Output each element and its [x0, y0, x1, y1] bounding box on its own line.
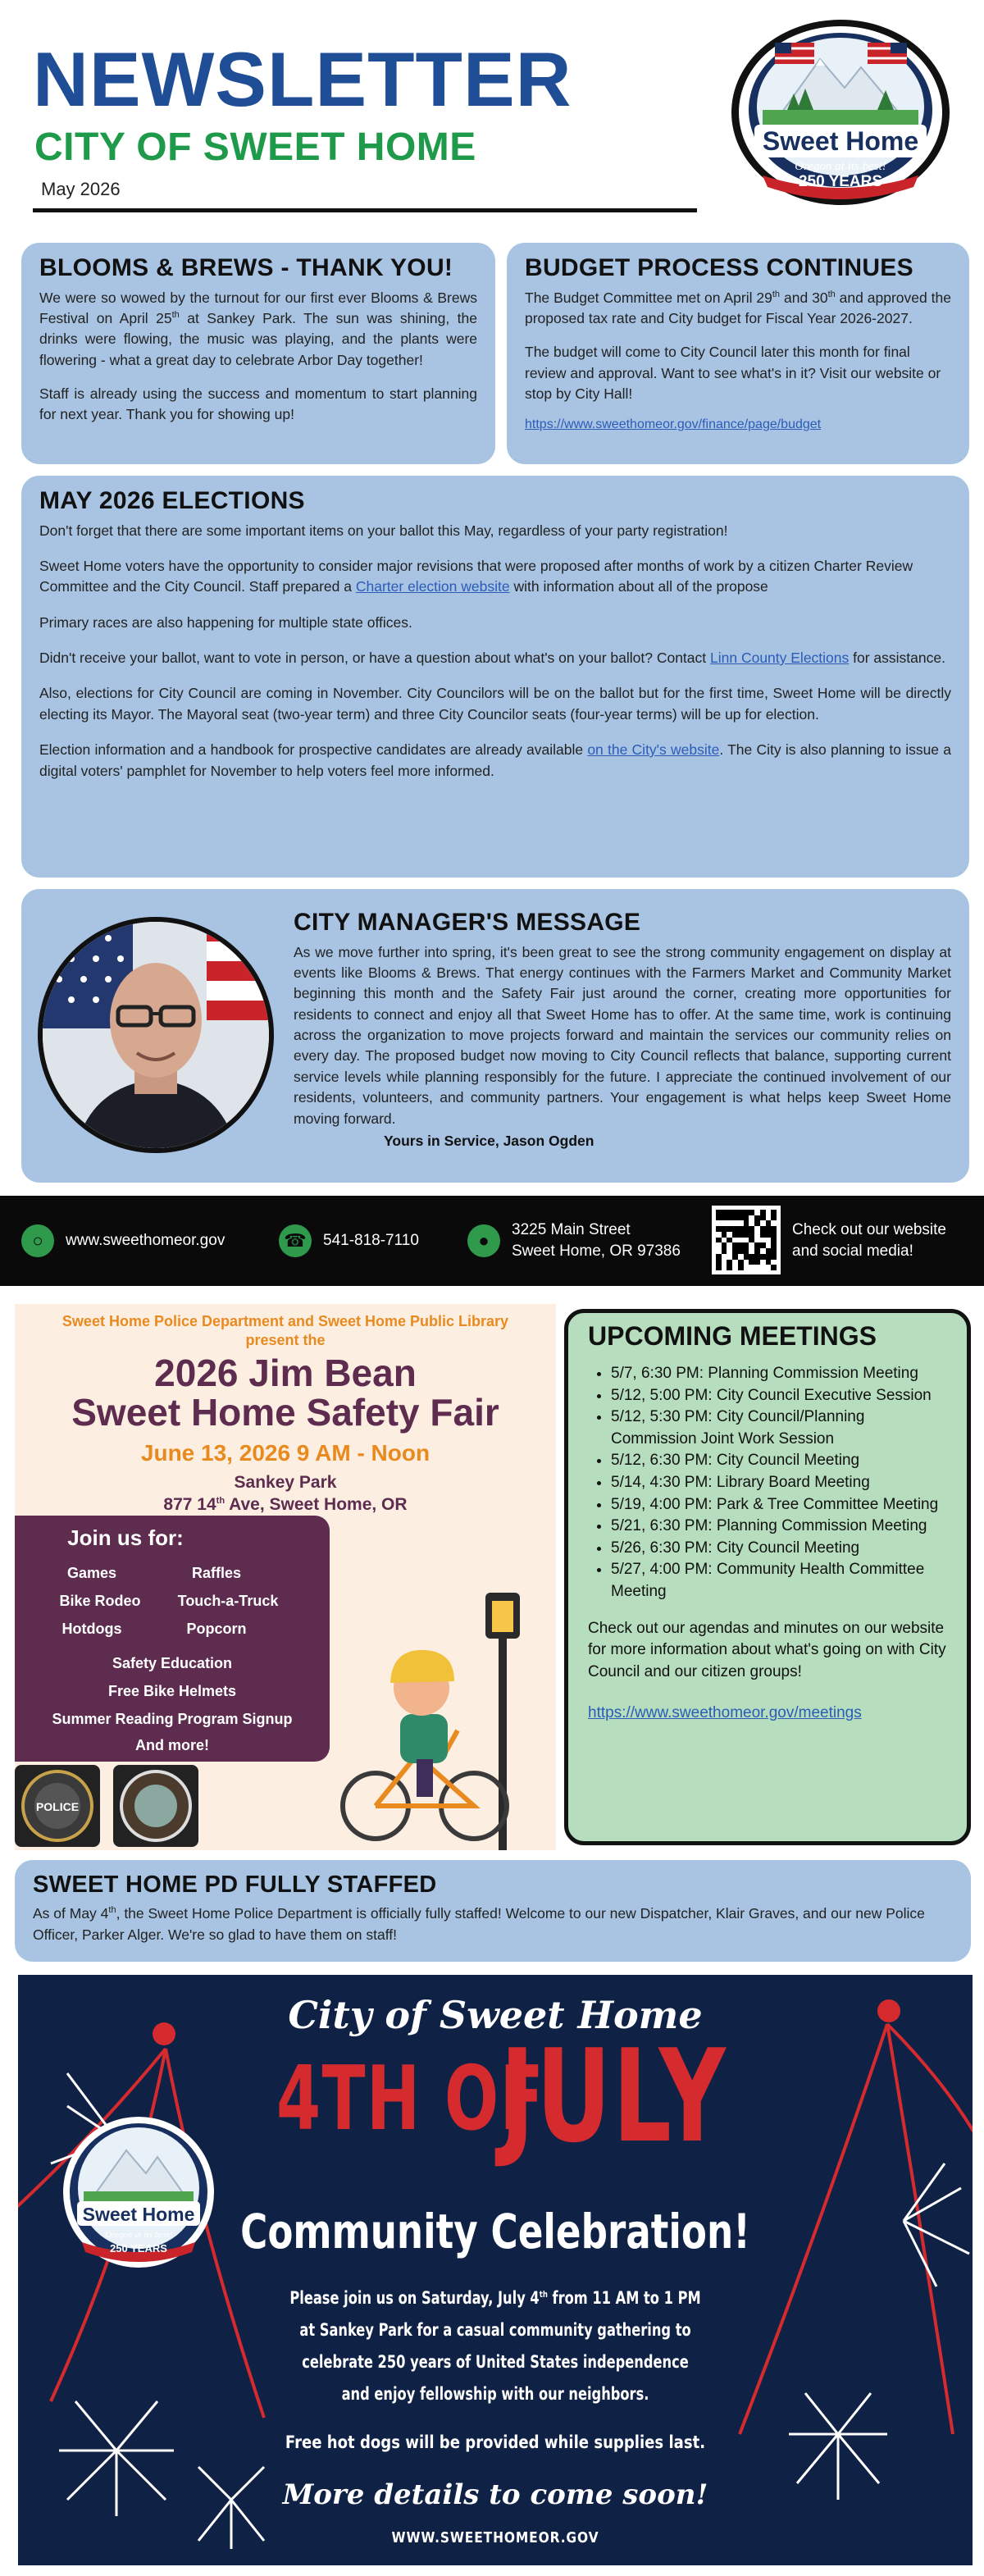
fair-activity: Raffles — [191, 1565, 242, 1581]
contact-address: ● 3225 Main Street Sweet Home, OR 97386 — [467, 1196, 681, 1286]
july-4th-flyer — [18, 1975, 973, 2565]
meetings-heading: UPCOMING MEETINGS — [588, 1321, 877, 1351]
fair-activity: Bike Rodeo — [59, 1593, 141, 1609]
blooms-paragraph-1: We were so wowed by the turnout for our first ever Blooms & Brews Festival on April 25th at Sankey Park. The sun was shining, the drinks were flowing, the music was playing, and the plants were flowering - what a great day to celebrate Arbor Day together! — [39, 289, 477, 368]
july-website[interactable]: WWW.SWEETHOMEOR.GOV — [391, 2529, 599, 2546]
fair-activity: Hotdogs — [61, 1621, 122, 1637]
manager-heading: CITY MANAGER'S MESSAGE — [294, 909, 641, 936]
fair-location: Sankey Park 877 14th Ave, Sweet Home, OR — [163, 1473, 408, 1515]
blooms-paragraph-2: Staff is already using the success and momentum to start planning for next year. Thank you for showing up! — [39, 385, 477, 423]
july-fourth-of: 4TH OF — [276, 2048, 545, 2150]
fair-activity: Games — [66, 1565, 117, 1581]
july-more-details: More details to come soon! — [282, 2478, 708, 2511]
elections-paragraph-4: Didn't receive your ballot, want to vote in person, or have a question about what's on your ballot? Contact Linn County Elections for assistance. — [39, 650, 945, 666]
location-pin-icon: ● — [467, 1224, 500, 1257]
contact-cta: Check out our website and social media! — [792, 1221, 946, 1260]
meetings-note: Check out our agendas and minutes on our website for more information about what's going on with City Council and our citizen groups! — [588, 1619, 946, 1680]
meeting-item: • 5/19, 4:00 PM: Park & Tree Committee Meeting — [611, 1494, 947, 1516]
fair-title-line-2: Sweet Home Safety Fair — [71, 1391, 499, 1434]
fair-activity: Popcorn — [186, 1621, 247, 1637]
budget-paragraph-2: The budget will come to City Council later this month for final review and approval. Want to see what's in it? Visit our website or stop by City Hall! — [525, 344, 941, 402]
elections-paragraph-2: Sweet Home voters have the opportunity to consider major revisions that were proposed after months of work by a citizen Charter Review Committee and the City Council. Staff prepared a Charter election website with information about all of the propose — [39, 557, 913, 595]
header-rule — [33, 208, 697, 212]
fair-activity: Free Bike Helmets — [107, 1683, 237, 1699]
city-website-link[interactable]: on the City's website — [587, 741, 720, 759]
police-badge-logo — [15, 1765, 100, 1847]
fair-join-heading: Join us for: — [67, 1525, 184, 1550]
meeting-item: • 5/21, 6:30 PM: Planning Commission Meeting — [611, 1516, 947, 1538]
linn-county-elections-link[interactable]: Linn County Elections — [710, 650, 850, 666]
contact-phone[interactable]: ☎ 541-818-7110 — [279, 1196, 419, 1286]
meetings-link[interactable]: https://www.sweethomeor.gov/meetings — [588, 1704, 862, 1722]
july-free-hotdogs: Free hot dogs will be provided while supplies last. — [285, 2432, 706, 2452]
fair-title-line-1: 2026 Jim Bean — [154, 1352, 417, 1394]
city-name-heading: CITY OF SWEET HOME — [34, 125, 476, 169]
meeting-item: • 5/26, 6:30 PM: City Council Meeting — [611, 1538, 947, 1560]
pd-staffed-panel — [15, 1860, 971, 1962]
budget-panel — [507, 243, 969, 464]
issue-date: May 2026 — [41, 179, 121, 199]
elections-paragraph-5: Also, elections for City Council are coming in November. City Councilors will be on the ballot but for the first time, Sweet Home will be directly electing its Mayor. The Mayoral seat (two-year term) and three City Councilor seats (four-year terms) will be up for election. — [39, 685, 951, 723]
fair-activity: Safety Education — [112, 1655, 233, 1671]
svg-text:Sweet Home: Sweet Home — [82, 2204, 195, 2225]
upcoming-meetings-panel — [564, 1309, 971, 1845]
meeting-item: • 5/12, 6:30 PM: City Council Meeting — [611, 1450, 947, 1472]
july-details: Please join us on Saturday, July 4th from 11 AM to 1 PM at Sankey Park for a casual community gathering to celebrate 250 years of United States independence and enjoy fellowship with our neighbors. — [289, 2288, 701, 2404]
charter-election-link[interactable]: Charter election website — [355, 578, 510, 595]
globe-icon: ○ — [21, 1224, 54, 1257]
meeting-item: • 5/27, 4:00 PM: Community Health Committee Meeting — [611, 1559, 947, 1603]
fair-activity: Summer Reading Program Signup — [52, 1711, 293, 1727]
meetings-list — [611, 1363, 947, 1603]
safety-fair-flyer — [15, 1304, 556, 1850]
budget-link[interactable]: https://www.sweethomeor.gov/finance/page/budget — [525, 417, 822, 432]
pd-heading: SWEET HOME PD FULLY STAFFED — [33, 1872, 437, 1898]
city-manager-photo — [38, 917, 274, 1153]
qr-code[interactable] — [712, 1206, 781, 1274]
newsletter-title: NEWSLETTER — [33, 36, 572, 122]
logo-years: 250 YEARS — [798, 173, 883, 190]
phone-icon: ☎ — [279, 1224, 312, 1257]
logo-tagline: Oregon at its best! — [795, 160, 886, 173]
fair-activities-box — [15, 1516, 330, 1762]
pd-paragraph: As of May 4th, the Sweet Home Police Department is officially fully staffed! Welcome to our new Dispatcher, Klair Graves, and our new Police Officer, Parker Alger. We're so glad to have them on staff! — [33, 1905, 925, 1943]
fair-date: June 13, 2026 9 AM - Noon — [140, 1440, 430, 1466]
contact-website[interactable]: ○ www.sweethomeor.gov — [21, 1196, 225, 1286]
july-city-logo — [61, 2114, 216, 2270]
meeting-item: • 5/7, 6:30 PM: Planning Commission Meeting — [611, 1363, 947, 1385]
meeting-item: • 5/14, 4:30 PM: Library Board Meeting — [611, 1472, 947, 1494]
fair-activity: And more! — [135, 1737, 209, 1753]
contact-bar — [0, 1196, 984, 1286]
blooms-brews-panel — [21, 243, 495, 464]
july-city-script: City of Sweet Home — [288, 1993, 703, 2037]
svg-text:POLICE: POLICE — [35, 1800, 80, 1813]
july-community-celebration: Community Celebration! — [240, 2204, 750, 2259]
library-logo — [113, 1765, 198, 1847]
manager-message: As we move further into spring, it's been great to see the strong community engagement on display at events like Blooms & Brews. That energy continues with the Farmers Market and Community Market beginning this month and the Safety Fair just around the corner, creating more opportunities for residents to connect and enjoy all that Sweet Home has to offer. At the same time, work is continuing across the organization to move projects forward and maintain the services our community relies on every day. The proposed budget now moving to City Council reflects that balance, supporting current service levels while planning responsibly for the future. I appreciate the continued involvement of our residents, volunteers, and community partners. Your engagement is what helps keep Sweet Home moving forward. — [294, 943, 951, 1127]
kid-on-bike-illustration — [310, 1591, 556, 1850]
manager-signature: Yours in Service, Jason Ogden — [384, 1132, 594, 1149]
july-big-word: JULY — [500, 2022, 728, 2171]
fair-hosts: Sweet Home Police Department and Sweet Home Public Library present the — [61, 1313, 509, 1348]
meeting-item: • 5/12, 5:30 PM: City Council/Planning Commission Joint Work Session — [611, 1407, 947, 1450]
elections-paragraph-1: Don't forget that there are some important items on your ballot this May, regardless of your party registration! — [39, 522, 728, 539]
budget-heading: BUDGET PROCESS CONTINUES — [525, 254, 913, 281]
svg-text:250 YEARS: 250 YEARS — [110, 2242, 167, 2255]
budget-paragraph-1: The Budget Committee met on April 29th and 30th and approved the proposed tax rate and City budget for Fiscal Year 2026-2027. — [525, 289, 951, 326]
fair-activity: Touch-a-Truck — [177, 1593, 279, 1609]
meeting-item: • 5/12, 5:00 PM: City Council Executive Session — [611, 1385, 947, 1407]
svg-text:Oregon at its best!: Oregon at its best! — [105, 2230, 172, 2240]
elections-paragraph-6: Election information and a handbook for prospective candidates are already available on the City's website. The City is also planning to issue a digital voters' pamphlet for November to help voters feel more informed. — [39, 741, 951, 779]
blooms-heading: BLOOMS & BREWS - THANK YOU! — [39, 254, 453, 281]
elections-heading: MAY 2026 ELECTIONS — [39, 487, 305, 514]
logo-name: Sweet Home — [762, 126, 919, 156]
city-logo — [730, 18, 951, 207]
elections-panel — [21, 476, 969, 878]
elections-paragraph-3: Primary races are also happening for multiple state offices. — [39, 613, 412, 631]
